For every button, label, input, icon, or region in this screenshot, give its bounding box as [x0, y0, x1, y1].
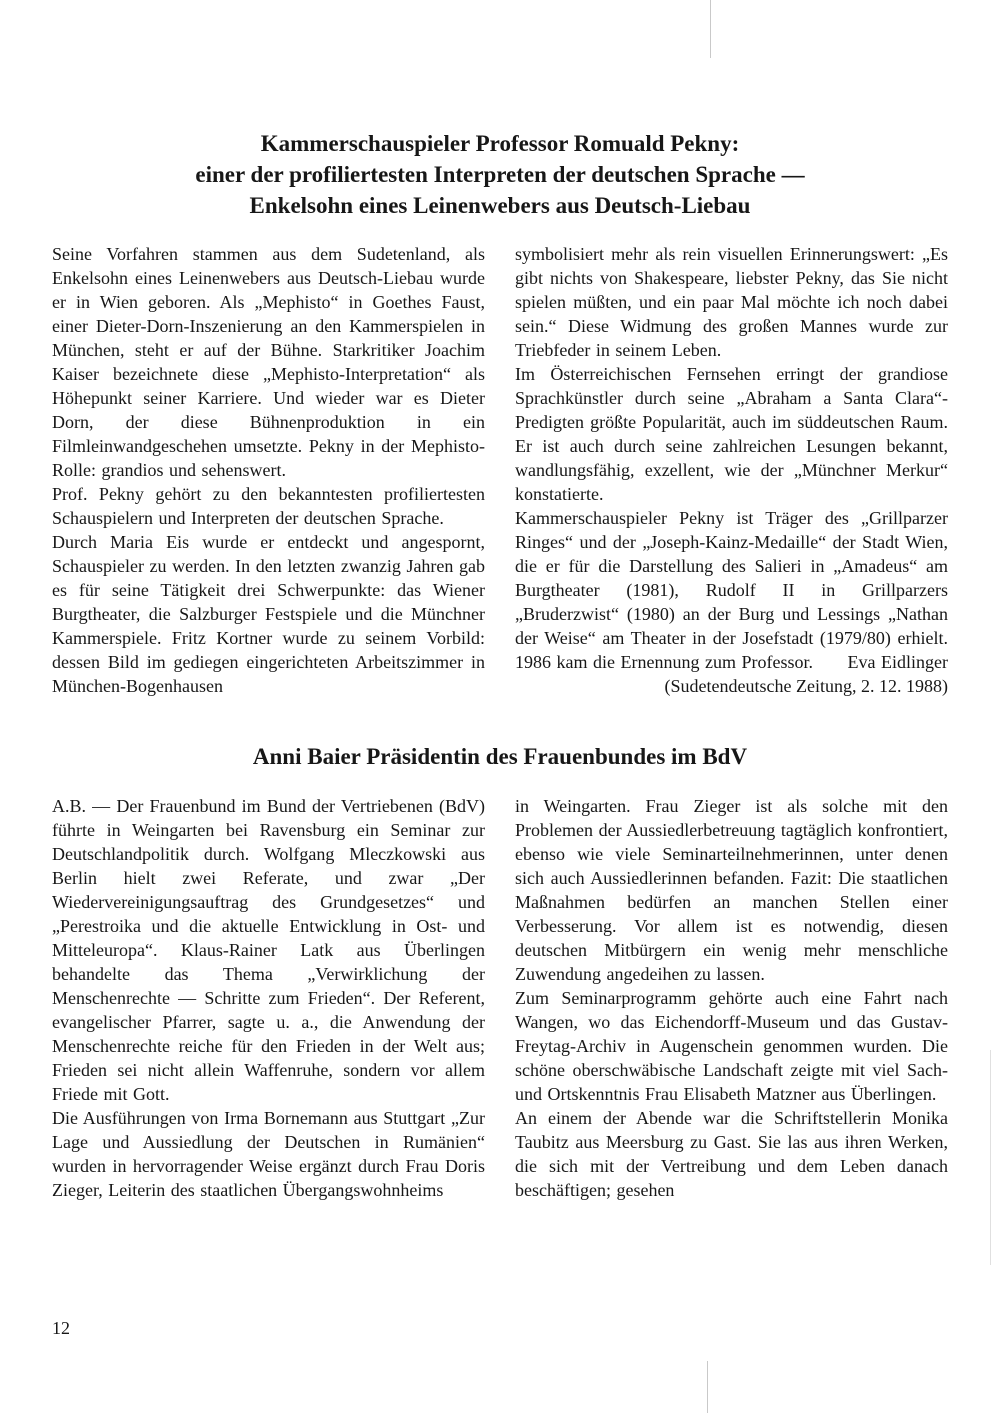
paragraph [515, 506, 948, 674]
scan-artifact-line [990, 1050, 991, 1265]
article1-body [52, 242, 948, 698]
paragraph: Im Österreichischen Fernsehen erringt der grandiose Sprachkünstler durch seine „Abraham a Santa Clara“-Predigten größte Popularität, auch im süddeutschen Raum. Er ist auch durch seine zahlreichen Lesungen bekannt, wandlungsfähig, exzellent, wie der „Münchner Merkur“ konstatierte. [515, 364, 948, 504]
article1-title-line-2: einer der profiliertesten Interpreten der deutschen Sprache — [195, 162, 805, 187]
paragraph: Durch Maria Eis wurde er entdeckt und angespornt, Schauspieler zu werden. In den letzten zwanzig Jahren gab es für seine Tätigkeit drei Schwerpunkte: das Wiener Burgtheater, die Salzburger Festspiele und die Münchner Kammerspiele. Fritz Kortner wurde zu seinem Vorbild: dessen Bild im gediegen eingerichteten Arbeitszimmer in München-Bogenhausen [52, 532, 485, 696]
article1-title-line-1: Kammerschauspieler Professor Romuald Pekny: [260, 131, 740, 156]
paragraph: in Weingarten. Frau Zieger ist als solche mit den Problemen der Aussiedlerbetreuung tagtäglich konfrontiert, ebenso wie viele Seminarteilnehmerinnen, unter denen sich auch Aussiedlerinnen befanden. Fazit: Die staatlichen Maßnahmen bedürfen an manchen Stellen einer Verbesserung. Vor allem ist es notwendig, diesen deutschen Mitbürgern ein wenig mehr menschliche Zuwendung angedeihen zu lassen. [515, 796, 948, 984]
article2-left-column [52, 794, 485, 1202]
paragraph: An einem der Abende war die Schriftstellerin Monika Taubitz aus Meersburg zu Gast. Sie las aus ihren Werken, die sich mit der Vertreibung und dem Leben danach beschäftigen; gesehen [515, 1108, 948, 1200]
article2-right-column [515, 794, 948, 1202]
paragraph: Zum Seminarprogramm gehörte auch eine Fahrt nach Wangen, wo das Eichendorff-Museum und das Gustav-Freytag-Archiv in Augenschein genommen wurden. Die schöne oberschwäbische Landschaft zeigte mit viel Sach- und Ortskenntnis Frau Elisabeth Matzner aus Überlingen. [515, 988, 948, 1104]
article1-right-column [515, 242, 948, 698]
article1-left-column [52, 242, 485, 698]
scan-artifact-line [710, 0, 711, 58]
scan-artifact-line [707, 1361, 708, 1413]
page-number: 12 [52, 1318, 70, 1338]
article2-title: Anni Baier Präsidentin des Frauenbundes im BdV [252, 744, 748, 769]
paragraph-text: Kammerschauspieler Pekny ist Träger des „Grillparzer Ringes“ und der „Joseph-Kainz-Medaille“ der Stadt Wien, die er für die Darstellung des Salieri in „Amadeus“ am Burgtheater (1981), Rudolf II in Grillparzers „Bruderzwist“ (1980) an der Burg und Lessings „Nathan der Weise“ am Theater in der Josefstadt (1979/80) erhielt. 1986 kam die Ernennung zum Professor. [515, 508, 948, 672]
article2-body [52, 794, 948, 1202]
paragraph: Die Ausführungen von Irma Bornemann aus Stuttgart „Zur Lage und Aussiedlung der Deutschen in Rumänien“ wurden in hervorragender Weise ergänzt durch Frau Doris Zieger, Leiterin des staatlichen Übergangswohnheims [52, 1108, 485, 1200]
paragraph: Seine Vorfahren stammen aus dem Sudetenland, als Enkelsohn eines Leinenwebers aus Deutsch-Liebau wurde er in Wien geboren. Als „Mephisto“ in Goethes Faust, einer Dieter-Dorn-Inszenierung an den Kammerspielen in München, steht er auf der Bühne. Starkritiker Joachim Kaiser bezeichnete diese „Mephisto-Interpretation“ als Höhepunkt seiner Karriere. Und wieder war es Dieter Dorn, der diese Bühnenproduktion in ein Filmleinwandgeschehen umsetzte. Pekny in der Mephisto-Rolle: grandios und sehenswert. [52, 244, 485, 480]
source-citation: (Sudetendeutsche Zeitung, 2. 12. 1988) [664, 676, 948, 696]
paragraph: symbolisiert mehr als rein visuellen Erinnerungswert: „Es gibt nichts von Shakespeare, liebster Pekny, das Sie nicht spielen müßten, und ein paar Mal möchte ich noch dabei sein.“ Diese Widmung des großen Mannes wurde zur Triebfeder in seinem Leben. [515, 244, 948, 360]
paragraph: A.B. — Der Frauenbund im Bund der Vertriebenen (BdV) führte in Weingarten bei Ravensburg ein Seminar zur Deutschlandpolitik durch. Wolfgang Mleczkowski aus Berlin hielt zwei Referate, und zwar „Der Wiedervereinigungsauftrag des Grundgesetzes“ und „Perestroika und die aktuelle Entwicklung in Ost- und Mitteleuropa“. Klaus-Rainer Latk aus Überlingen behandelte das Thema „Verwirklichung der Menschenrechte — Schritte zum Frieden“. Der Referent, evangelischer Pfarrer, sagte u. a., die Anwendung der Menschenrechte reiche für den Frieden in der Welt aus; Frieden sei nicht allein Waffenruhe, sondern vor allem Friede mit Gott. [52, 796, 485, 1104]
article1-title [52, 128, 948, 221]
article1-title-line-3: Enkelsohn eines Leinenwebers aus Deutsch-Liebau [249, 193, 751, 218]
paragraph: Prof. Pekny gehört zu den bekanntesten profiliertesten Schauspielern und Interpreten der deutschen Sprache. [52, 484, 485, 528]
author-byline: Eva Eidlinger [847, 652, 948, 672]
